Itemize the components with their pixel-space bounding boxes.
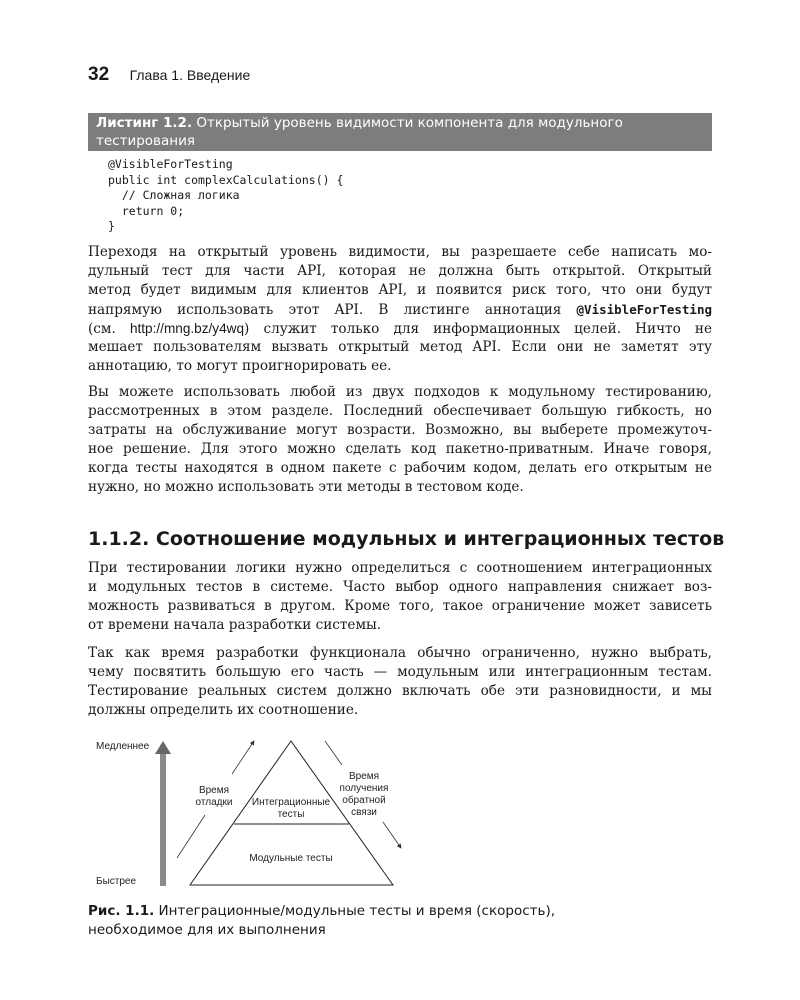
slower-label: Медленнее xyxy=(96,741,150,752)
code-line: public int complexCalculations() { xyxy=(108,172,344,187)
caption-text: Интеграционные/модульные тесты и время (скорость), xyxy=(154,903,556,919)
paragraph-4 xyxy=(88,644,712,720)
text-line: нужно, но можно использовать эти методы в тестовом коде. xyxy=(88,479,524,495)
code-line: } xyxy=(108,219,115,233)
text-line: затраты на обслуживание могут возрасти. Возможно, вы выберете промежуточ- xyxy=(88,422,712,438)
text-line: При тестировании логики нужно определиться с соотношением интеграционных xyxy=(88,560,712,576)
feedback-time-label: связи xyxy=(351,807,377,818)
listing-title: Открытый уровень видимости компонента для модульного xyxy=(192,115,623,131)
feedback-arrow-line xyxy=(325,741,342,765)
text-line: Так как время разработки функционала обычно ограниченно, нужно выбрать, xyxy=(88,645,712,661)
unit-tests-label: Модульные тесты xyxy=(249,853,333,864)
caption-text: необходимое для их выполнения xyxy=(88,922,326,938)
text-line: когда тесты находятся в одном пакете с рабочим кодом, делать его открытым не xyxy=(88,460,712,476)
text-line: можность развиваться в другом. Кроме того, такое ограничение может зависеть xyxy=(88,598,712,614)
text-line: мешает пользователям вызвать открытый метод API. Если они не заметят эту xyxy=(88,339,712,355)
listing-label: Листинг 1.2. xyxy=(96,115,193,131)
paragraph-3 xyxy=(88,559,712,635)
chapter-title: Глава 1. Введение xyxy=(129,67,251,83)
text-line: Вы можете использовать любой из двух подходов к модульному тестированию, xyxy=(88,384,712,400)
text-line: должны определить их соотношение. xyxy=(88,702,359,718)
feedback-time-label: получения xyxy=(339,783,389,794)
debug-time-label: Время xyxy=(198,785,230,796)
text-line xyxy=(88,319,712,338)
code-line: @VisibleForTesting xyxy=(108,157,233,171)
code-block xyxy=(108,157,343,235)
running-header xyxy=(88,64,250,86)
text-line xyxy=(88,300,712,319)
section-heading: 1.1.2. Соотношение модульных и интеграционных тестов xyxy=(88,528,725,550)
text-line: дульный тест для части API, которая не должна быть открытой. Открытый xyxy=(88,263,712,279)
text-line: ное решение. Для этого можно сделать код пакетно-приватным. Иначе говоря, xyxy=(88,441,712,457)
annotation-code: @VisibleForTesting xyxy=(576,302,712,317)
text: (см. xyxy=(88,321,130,337)
text: ) служит только для информационных целей. Ничто не xyxy=(244,321,712,337)
text: напрямую использовать этот API. В листинге аннотация xyxy=(88,302,562,318)
paragraph-1 xyxy=(88,243,712,376)
faster-label: Быстрее xyxy=(96,876,137,887)
text-line: рассмотренных в этом разделе. Последний обеспечивает большую гибкость, но xyxy=(88,403,712,419)
text-line: Переходя на открытый уровень видимости, вы разрешаете себе написать мо- xyxy=(88,244,712,260)
code-line: return 0; xyxy=(108,203,185,218)
text-line: аннотацию, то могут проигнорировать ее. xyxy=(88,358,392,374)
feedback-arrow-icon xyxy=(383,822,401,848)
integration-tests-label: тесты xyxy=(277,809,305,820)
paragraph-2 xyxy=(88,383,712,497)
test-pyramid-figure xyxy=(80,730,420,895)
text-line: от времени начала разработки системы. xyxy=(88,617,382,633)
feedback-time-label: обратной xyxy=(342,795,386,806)
caption-label: Рис. 1.1. xyxy=(88,903,155,919)
debug-time-label: отладки xyxy=(195,797,233,808)
page-number: 32 xyxy=(88,64,110,85)
listing-title-cont: тестирования xyxy=(96,133,196,149)
text-line: чему посвятить большую его часть — модульным или интеграционным тестам. xyxy=(88,664,712,680)
url-link[interactable]: http://mng.bz/y4wq xyxy=(129,321,245,336)
debug-arrow-line xyxy=(177,815,205,858)
text-line: метод будет видимым для клиентов API, и появится риск того, что они будут xyxy=(88,282,712,298)
text-line: Тестирование реальных систем должно включать обе эти разновидности, и мы xyxy=(88,683,712,699)
speed-arrow-icon xyxy=(155,741,171,886)
integration-tests-label: Интеграционные xyxy=(251,797,331,808)
text-line: и модульных тестов в системе. Часто выбор одного направления снижает воз- xyxy=(88,579,712,595)
debug-arrow-icon xyxy=(232,741,254,774)
feedback-time-label: Время xyxy=(348,771,380,782)
figure-caption xyxy=(88,902,555,940)
code-line: // Сложная логика xyxy=(108,188,240,202)
listing-caption xyxy=(88,113,712,151)
